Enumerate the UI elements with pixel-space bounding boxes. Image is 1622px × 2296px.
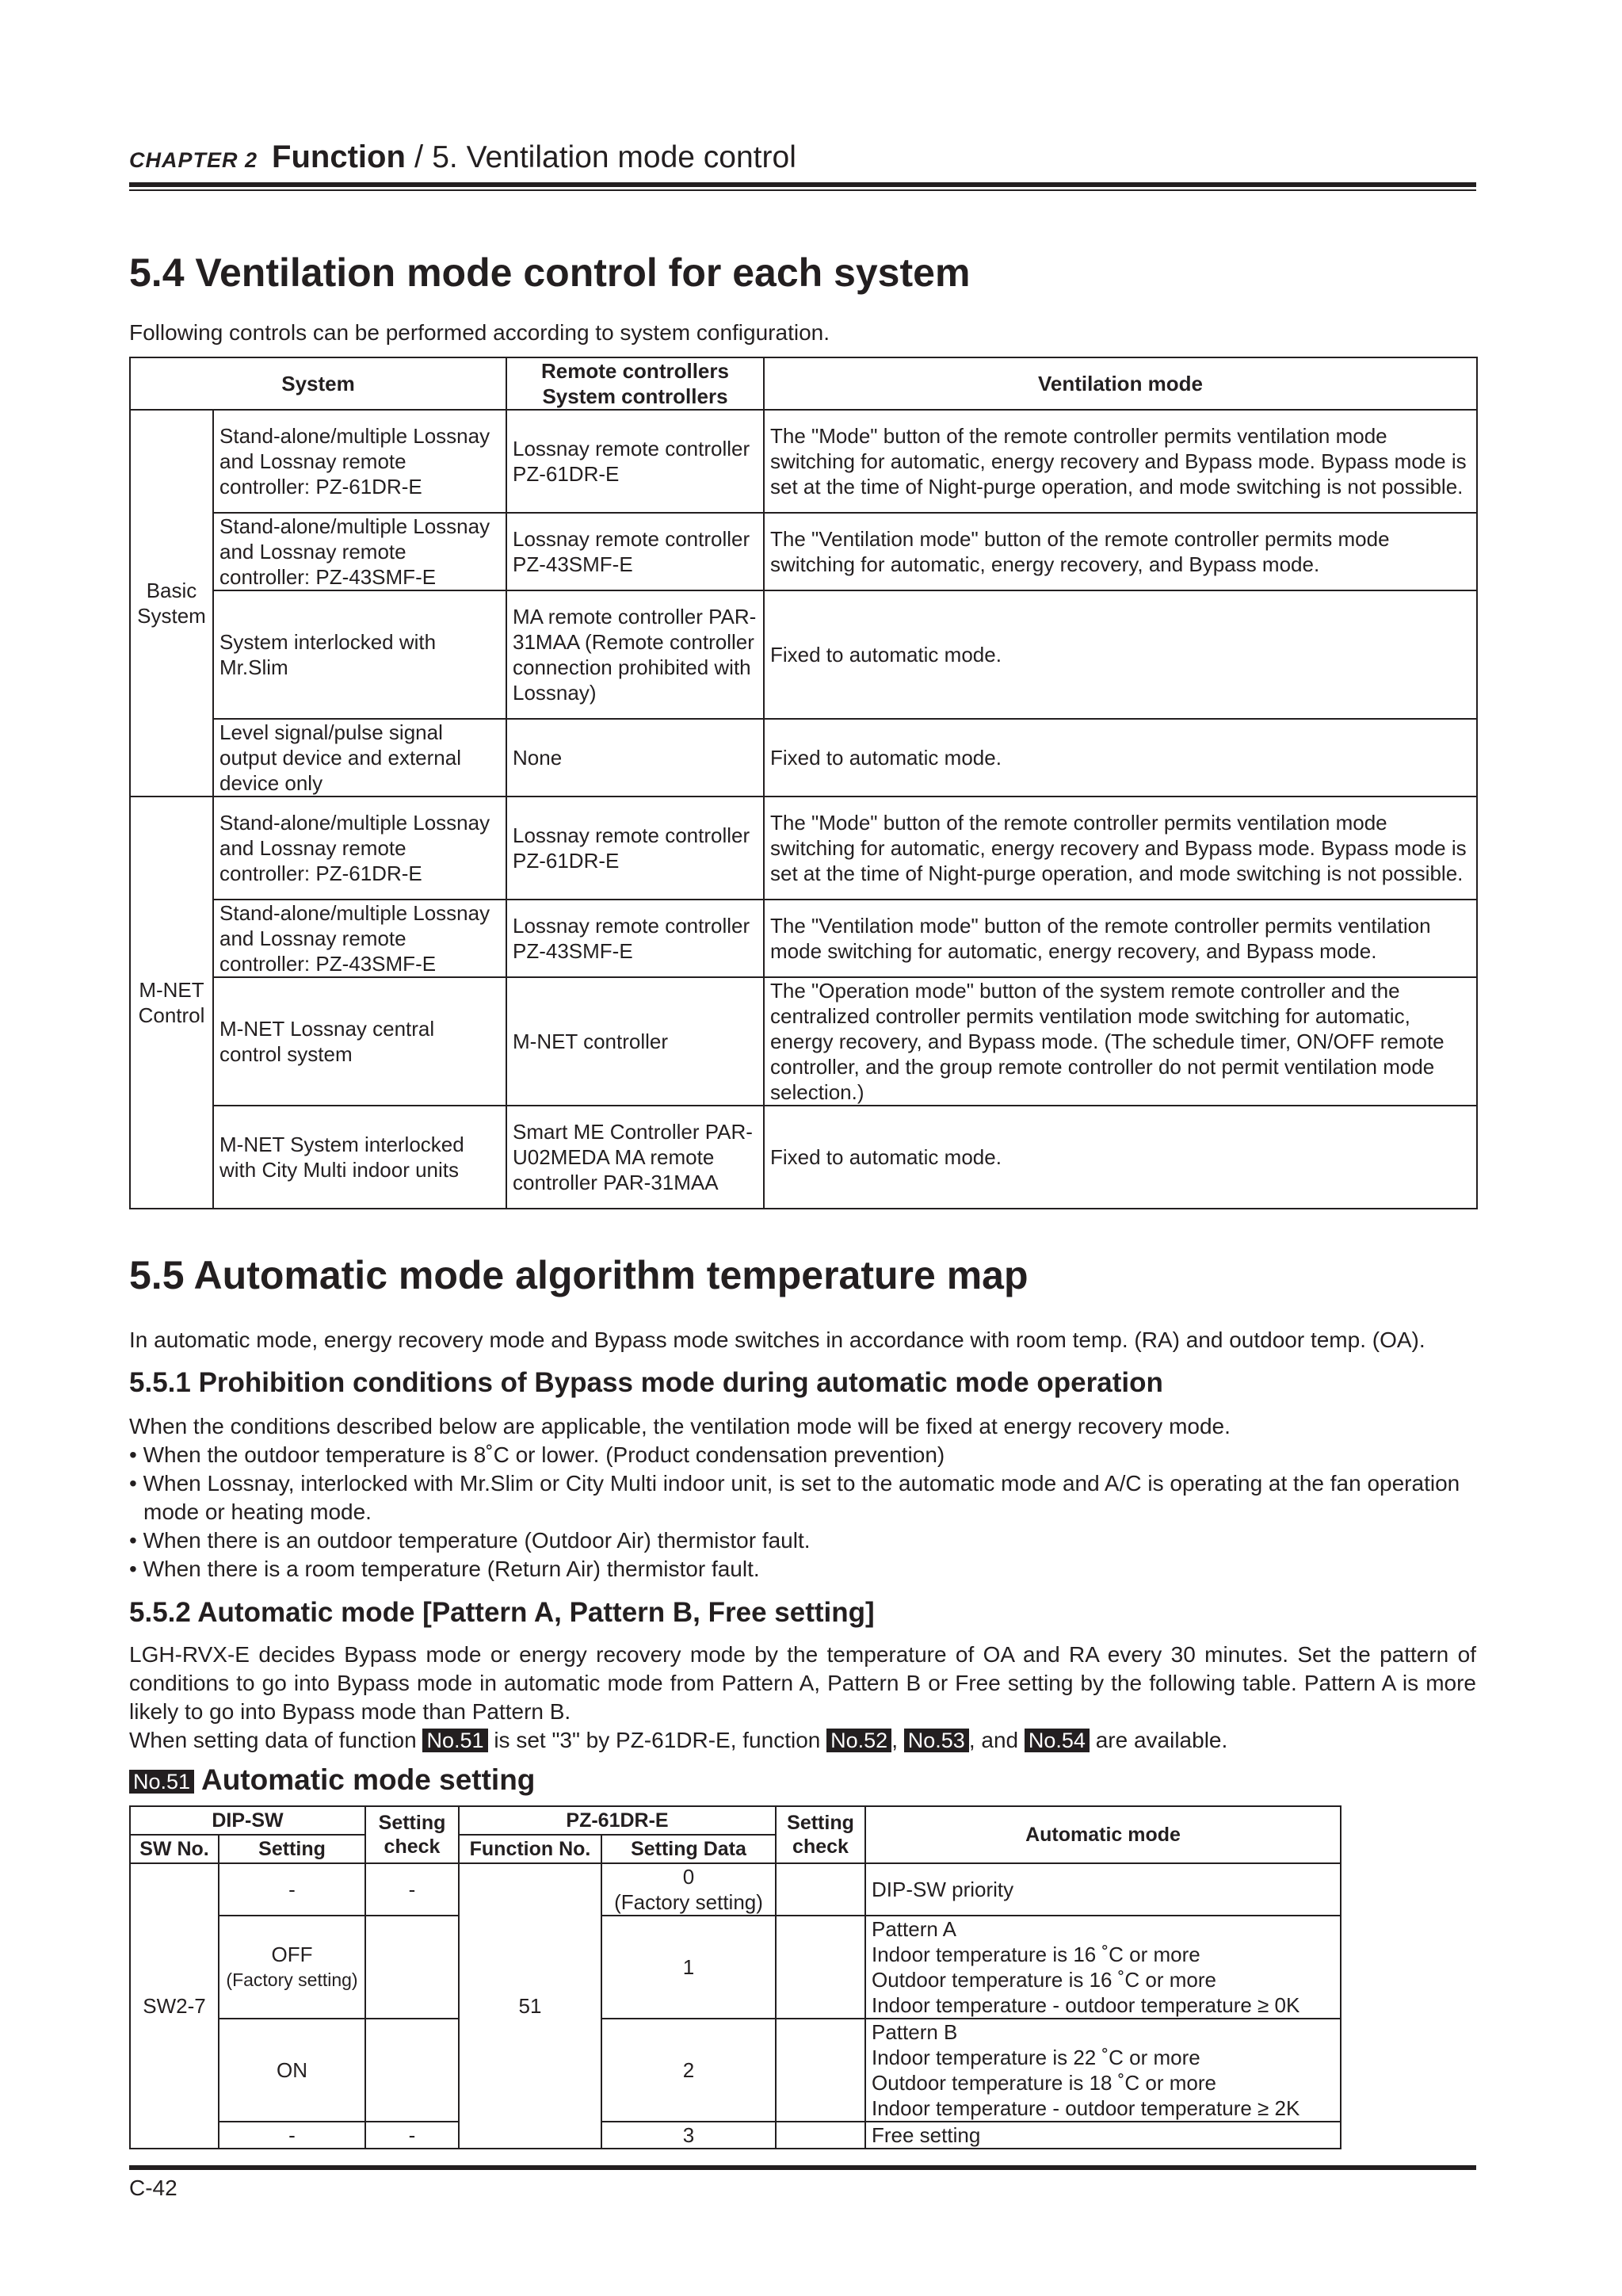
mode-cell: Fixed to automatic mode. bbox=[764, 719, 1477, 797]
dip-setting-cell: ON bbox=[219, 2019, 365, 2122]
section-5-4-intro: Following controls can be performed according to system configuration. bbox=[129, 320, 830, 345]
header-setting-check-line2: check bbox=[384, 1836, 441, 1858]
header-rule bbox=[129, 182, 1476, 187]
bullet-item: • When there is a room temperature (Return Air) thermistor fault. bbox=[129, 1557, 760, 1581]
no51-title-line bbox=[129, 1763, 535, 1797]
section-5-4-title: 5.4 Ventilation mode control for each system bbox=[129, 250, 971, 295]
chapter-function: Function bbox=[272, 139, 406, 174]
remote-cell: Lossnay remote controller PZ-43SMF-E bbox=[506, 513, 764, 590]
header-dipsw: DIP-SW bbox=[130, 1806, 365, 1835]
remote-cell: Lossnay remote controller PZ-61DR-E bbox=[506, 410, 764, 513]
header-remote-line1: Remote controllers bbox=[541, 359, 729, 383]
mode-cell: The "Ventilation mode" button of the remote controller permits mode switching for automatic, energy recovery, and Bypass mode. bbox=[764, 513, 1477, 590]
mode-line: Outdoor temperature is 18 ˚C or more bbox=[872, 2071, 1216, 2095]
mode-line: Indoor temperature is 22 ˚C or more bbox=[872, 2046, 1200, 2069]
setting-data-cell: 1 bbox=[601, 1916, 776, 2019]
bullet-item: • When Lossnay, interlocked with Mr.Slim or City Multi indoor unit, is set to the automatic mode and A/C is operating at the fan operation mode or heating mode. bbox=[129, 1471, 1460, 1524]
footer-rule bbox=[129, 2165, 1476, 2170]
setting-check-cell bbox=[365, 2019, 459, 2122]
mode-cell: Fixed to automatic mode. bbox=[764, 1106, 1477, 1209]
setting-data-cell: 3 bbox=[601, 2122, 776, 2149]
chapter-header bbox=[129, 133, 1476, 184]
header-setting-data: Setting Data bbox=[601, 1835, 776, 1863]
dip-setting-value: OFF bbox=[271, 1943, 313, 1966]
system-table-header bbox=[130, 357, 1477, 410]
header-mode: Ventilation mode bbox=[764, 357, 1477, 410]
function-availability-line bbox=[129, 1726, 1476, 1755]
mode-line: Indoor temperature - outdoor temperature ≥ 2K bbox=[872, 2096, 1300, 2120]
table-row bbox=[130, 1863, 1341, 1916]
group-mnet-control: M-NET Control bbox=[130, 797, 213, 1209]
system-table bbox=[129, 357, 1478, 1209]
chapter-label: CHAPTER 2 bbox=[129, 148, 258, 172]
header-function-no: Function No. bbox=[459, 1835, 601, 1863]
header-pz61dr: PZ-61DR-E bbox=[459, 1806, 776, 1835]
sw-no-cell: SW2-7 bbox=[130, 1863, 219, 2149]
line-text: is set "3" by PZ-61DR-E, function bbox=[494, 1728, 821, 1752]
dip-setting-cell: - bbox=[219, 1863, 365, 1916]
setting-check-cell: - bbox=[365, 1863, 459, 1916]
system-cell: System interlocked with Mr.Slim bbox=[213, 590, 506, 719]
setting-data-cell: 2 bbox=[601, 2019, 776, 2122]
mode-line: Indoor temperature is 16 ˚C or more bbox=[872, 1943, 1200, 1966]
mode-line: Pattern A bbox=[872, 1917, 956, 1941]
mode-cell: The "Mode" button of the remote controller permits ventilation mode switching for automatic, energy recovery and Bypass mode. Bypass mode is set at the time of Night-purge operation, and mode switching is not possible. bbox=[764, 797, 1477, 900]
table-row bbox=[130, 1106, 1477, 1209]
automatic-mode-cell: Free setting bbox=[865, 2122, 1341, 2149]
auto-table-header-1 bbox=[130, 1806, 1341, 1835]
automatic-mode-cell: DIP-SW priority bbox=[865, 1863, 1341, 1916]
section-5-5-intro: In automatic mode, energy recovery mode and Bypass mode switches in accordance with room temp. (RA) and outdoor temp. (OA). bbox=[129, 1328, 1425, 1352]
mode-cell: The "Ventilation mode" button of the remote controller permits ventilation mode switching for automatic, energy recovery, and Bypass mode. bbox=[764, 900, 1477, 977]
chapter-separator: / bbox=[405, 139, 433, 174]
bullet-item: • When the outdoor temperature is 8˚C or lower. (Product condensation prevention) bbox=[129, 1442, 945, 1467]
setting-data-note: (Factory setting) bbox=[614, 1890, 763, 1914]
header-automatic-mode: Automatic mode bbox=[865, 1806, 1341, 1863]
section-5-5-2-title: 5.5.2 Automatic mode [Pattern A, Pattern B, Free setting] bbox=[129, 1597, 875, 1628]
remote-cell: MA remote controller PAR-31MAA (Remote controller connection prohibited with Lossnay) bbox=[506, 590, 764, 719]
system-cell: M-NET Lossnay central control system bbox=[213, 977, 506, 1106]
line-text: are available. bbox=[1095, 1728, 1228, 1752]
bullet-item: • When there is an outdoor temperature (Outdoor Air) thermistor fault. bbox=[129, 1528, 811, 1553]
mode-line: Outdoor temperature is 16 ˚C or more bbox=[872, 1968, 1216, 1992]
no51-title: Automatic mode setting bbox=[200, 1763, 536, 1796]
function-tag-no51: No.51 bbox=[422, 1729, 487, 1752]
system-cell: Stand-alone/multiple Lossnay and Lossnay remote controller: PZ-43SMF-E bbox=[213, 900, 506, 977]
setting-check-cell bbox=[776, 2122, 865, 2149]
line-text: , bbox=[891, 1728, 898, 1752]
table-row bbox=[130, 2122, 1341, 2149]
setting-check-cell bbox=[776, 1916, 865, 2019]
section-5-5-title: 5.5 Automatic mode algorithm temperature map bbox=[129, 1253, 1029, 1297]
table-row bbox=[130, 1916, 1341, 2019]
remote-cell: None bbox=[506, 719, 764, 797]
table-row bbox=[130, 590, 1477, 719]
header-setting: Setting bbox=[219, 1835, 365, 1863]
automatic-mode-cell bbox=[865, 1916, 1341, 2019]
header-rule-thin bbox=[129, 189, 1476, 191]
line-text: When setting data of function bbox=[129, 1728, 417, 1752]
remote-cell: Lossnay remote controller PZ-61DR-E bbox=[506, 797, 764, 900]
automatic-mode-cell bbox=[865, 2019, 1341, 2122]
setting-data-value: 0 bbox=[682, 1865, 695, 1889]
automatic-mode-table bbox=[129, 1805, 1341, 2149]
function-tag-no53: No.53 bbox=[904, 1729, 969, 1752]
table-row bbox=[130, 900, 1477, 977]
page-number: C-42 bbox=[129, 2176, 177, 2200]
header-sw-no: SW No. bbox=[130, 1835, 219, 1863]
function-tag-no54: No.54 bbox=[1025, 1729, 1090, 1752]
table-row bbox=[130, 2019, 1341, 2122]
system-cell: Stand-alone/multiple Lossnay and Lossnay remote controller: PZ-61DR-E bbox=[213, 410, 506, 513]
table-row bbox=[130, 977, 1477, 1106]
header-setting-check-line1: Setting bbox=[787, 1812, 854, 1834]
system-cell: Stand-alone/multiple Lossnay and Lossnay remote controller: PZ-61DR-E bbox=[213, 797, 506, 900]
table-row bbox=[130, 513, 1477, 590]
dip-setting-note: (Factory setting) bbox=[226, 1969, 358, 1990]
section-5-5-1-intro: When the conditions described below are applicable, the ventilation mode will be fixed at energy recovery mode. bbox=[129, 1414, 1231, 1438]
section-5-5-1-title: 5.5.1 Prohibition conditions of Bypass mode during automatic mode operation bbox=[129, 1367, 1163, 1398]
setting-check-cell bbox=[365, 1916, 459, 2019]
remote-cell: Smart ME Controller PAR-U02MEDA MA remote controller PAR-31MAA bbox=[506, 1106, 764, 1209]
system-cell: M-NET System interlocked with City Multi indoor units bbox=[213, 1106, 506, 1209]
setting-data-cell bbox=[601, 1863, 776, 1916]
remote-cell: Lossnay remote controller PZ-43SMF-E bbox=[506, 900, 764, 977]
no51-tag: No.51 bbox=[129, 1770, 194, 1794]
table-row bbox=[130, 797, 1477, 900]
remote-cell: M-NET controller bbox=[506, 977, 764, 1106]
setting-check-cell bbox=[776, 2019, 865, 2122]
group-basic-system: Basic System bbox=[130, 410, 213, 797]
header-setting-check-line2: check bbox=[792, 1836, 849, 1858]
mode-cell: The "Operation mode" button of the system remote controller and the centralized controller permits ventilation mode switching for automatic, energy recovery, and Bypass mode. (The schedule timer, ON/OFF remote controller, and the group remote controller do not permit ventilation mode selection.) bbox=[764, 977, 1477, 1106]
section-5-5-2-para: LGH-RVX-E decides Bypass mode or energy recovery mode by the temperature of OA and RA every 30 minutes. Set the pattern of conditions to go into Bypass mode in automatic mode from Pattern A, Pattern B or Free setting by the following table. Pattern A is more likely to go into Bypass mode than Pattern B. bbox=[129, 1642, 1476, 1724]
header-setting-check-1 bbox=[365, 1806, 459, 1863]
header-setting-check-2 bbox=[776, 1806, 865, 1863]
header-remote-line2: System controllers bbox=[542, 384, 728, 408]
line-text: , and bbox=[968, 1728, 1019, 1752]
system-cell: Stand-alone/multiple Lossnay and Lossnay remote controller: PZ-43SMF-E bbox=[213, 513, 506, 590]
header-setting-check-line1: Setting bbox=[378, 1812, 446, 1834]
header-system: System bbox=[130, 357, 506, 410]
table-row bbox=[130, 410, 1477, 513]
setting-check-cell bbox=[776, 1863, 865, 1916]
dip-setting-cell bbox=[219, 1916, 365, 2019]
function-no-cell: 51 bbox=[459, 1863, 601, 2149]
chapter-section: 5. Ventilation mode control bbox=[432, 140, 796, 174]
table-row bbox=[130, 719, 1477, 797]
dip-setting-cell: - bbox=[219, 2122, 365, 2149]
mode-cell: Fixed to automatic mode. bbox=[764, 590, 1477, 719]
function-tag-no52: No.52 bbox=[826, 1729, 891, 1752]
header-remote bbox=[506, 357, 764, 410]
mode-line: Pattern B bbox=[872, 2020, 958, 2044]
mode-line: Indoor temperature - outdoor temperature ≥ 0K bbox=[872, 1993, 1300, 2017]
mode-cell: The "Mode" button of the remote controller permits ventilation mode switching for automatic, energy recovery and Bypass mode. Bypass mode is set at the time of Night-purge operation, and mode switching is not possible. bbox=[764, 410, 1477, 513]
system-cell: Level signal/pulse signal output device and external device only bbox=[213, 719, 506, 797]
setting-check-cell: - bbox=[365, 2122, 459, 2149]
